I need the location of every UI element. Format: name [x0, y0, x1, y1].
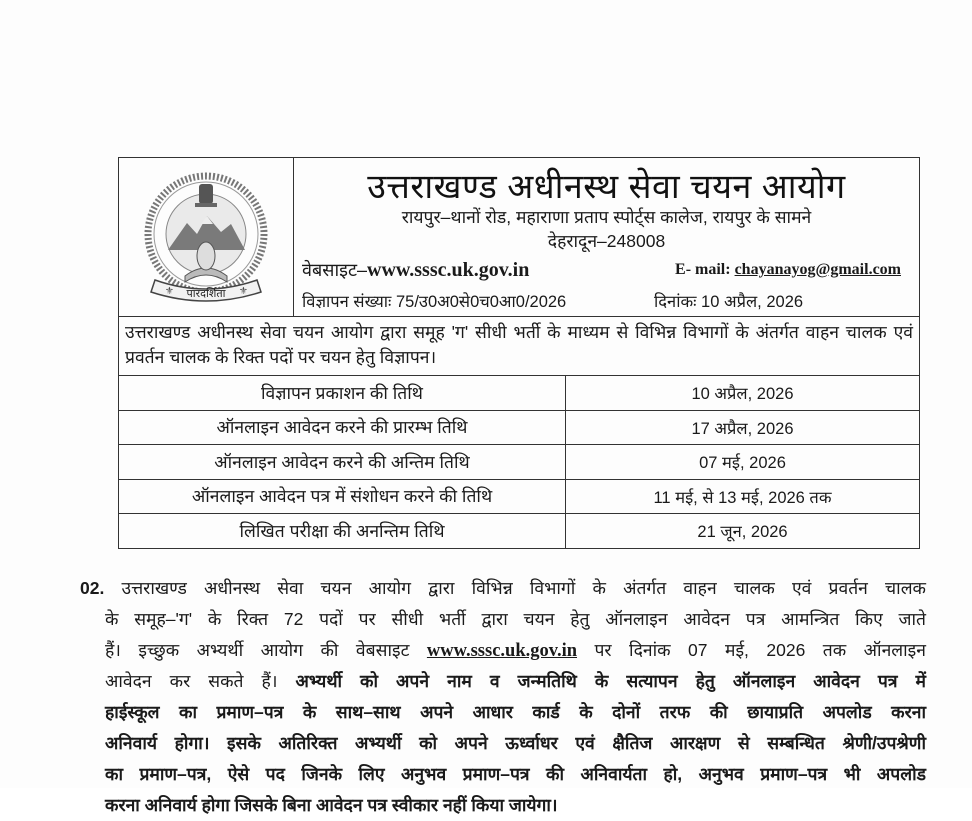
paragraph-line: आवेदन कर सकते हैं। अभ्यर्थी को अपने नाम व जन्मतिथि के सत्यापन हेतु ऑनलाइन आवेदन पत्र में — [105, 671, 927, 691]
website-link[interactable]: www.sssc.uk.gov.in — [426, 641, 578, 661]
logo-cell — [119, 158, 294, 316]
date-label: ऑनलाइन आवेदन पत्र में संशोधन करने की तिथि — [119, 479, 566, 514]
commission-emblem-icon — [135, 168, 277, 310]
email-link[interactable]: chayanayog@gmail.com — [734, 261, 901, 278]
paragraph-line-partial: करना अनिवार्य होगा जिसके बिना आवेदन पत्र स्वीकार नहीं किया जायेगा। — [105, 795, 558, 815]
svg-text:⚜: ⚜ — [165, 286, 174, 297]
paragraph-line: 02. उत्तराखण्ड अधीनस्थ सेवा चयन आयोग द्वारा विभिन्न विभागों के अंतर्गत वाहन चालक एवं प्रवर्तन चालक — [80, 578, 926, 598]
date-label: ऑनलाइन आवेदन करने की अन्तिम तिथि — [119, 445, 566, 480]
date-label: विज्ञापन प्रकाशन की तिथि — [119, 376, 566, 411]
org-title: उत्तराखण्ड अधीनस्थ सेवा चयन आयोग — [367, 168, 846, 206]
address-line-1: रायपुर–थानों रोड, महाराणा प्रताप स्पोर्ट्स कालेज, रायपुर के सामने — [401, 207, 812, 227]
date-value: 17 अप्रैल, 2026 — [566, 410, 920, 445]
address-line-2: देहरादून–248008 — [547, 231, 666, 251]
website-link[interactable]: www.sssc.uk.gov.in — [367, 259, 530, 281]
table-row — [119, 514, 920, 549]
letterhead-text — [294, 158, 919, 316]
date-label: लिखित परीक्षा की अनन्तिम तिथि — [119, 514, 566, 549]
advertisement-date: दिनांकः 10 अप्रैल, 2026 — [654, 293, 804, 311]
email-label: E- mail: — [675, 261, 735, 278]
paragraph-line: का प्रमाण–पत्र, ऐसे पद जिनके लिए अनुभव प्रमाण–पत्र की अनिवार्यता हो, अनुभव प्रमाण–पत्र भी अपलोड — [105, 764, 926, 784]
svg-text:⚜: ⚜ — [239, 286, 248, 297]
table-row — [119, 445, 920, 480]
email — [675, 261, 901, 279]
advertisement-number: विज्ञापन संख्याः 75/उ0अ0से0च0आ0/2026 — [302, 293, 567, 311]
paragraph-line: हैं। इच्छुक अभ्यर्थी आयोग की वेबसाइट www.sssc.uk.gov.in पर दिनांक 07 मई, 2026 तक ऑनलाइन — [105, 640, 926, 661]
table-row — [119, 479, 920, 514]
date-value: 21 जून, 2026 — [566, 514, 920, 549]
important-dates-table — [118, 375, 920, 549]
website — [302, 258, 529, 282]
svg-text:पारदर्शिता: पारदर्शिता — [186, 288, 226, 300]
date-value: 10 अप्रैल, 2026 — [566, 376, 920, 411]
table-row — [119, 410, 920, 445]
paragraph-line: के समूह–'ग' के रिक्त 72 पदों पर सीधी भर्ती द्वारा चयन हेतु ऑनलाइन आवेदन पत्र आमन्त्रित किए जाते — [105, 609, 926, 629]
paragraph-line: अनिवार्य होगा। इसके अतिरिक्त अभ्यर्थी को अपने ऊर्ध्वाधर एवं क्षैतिज आरक्षण से सम्बन्धित श्रेणी/उपश्रेणी — [105, 733, 926, 753]
paragraph-number: 02. — [80, 578, 105, 598]
website-label: वेबसाइट– — [302, 260, 368, 280]
date-value: 07 मई, 2026 — [566, 445, 920, 480]
date-label: ऑनलाइन आवेदन करने की प्रारम्भ तिथि — [119, 410, 566, 445]
date-value: 11 मई, से 13 मई, 2026 तक — [566, 479, 920, 514]
advertisement-subject: उत्तराखण्ड अधीनस्थ सेवा चयन आयोग द्वारा समूह 'ग' सीधी भर्ती के माध्यम से विभिन्न विभागों के अंतर्गत वाहन चालक एवं प्रवर्तन चालक के रिक्त पदों पर चयन हेतु विज्ञापन। — [118, 316, 920, 376]
paragraph-02 — [80, 573, 926, 821]
letterhead — [118, 157, 920, 317]
table-row — [119, 376, 920, 411]
paragraph-line: हाईस्कूल का प्रमाण–पत्र के साथ–साथ अपने आधार कार्ड के दोनों तरफ की छायाप्रति अपलोड करना — [105, 702, 926, 722]
